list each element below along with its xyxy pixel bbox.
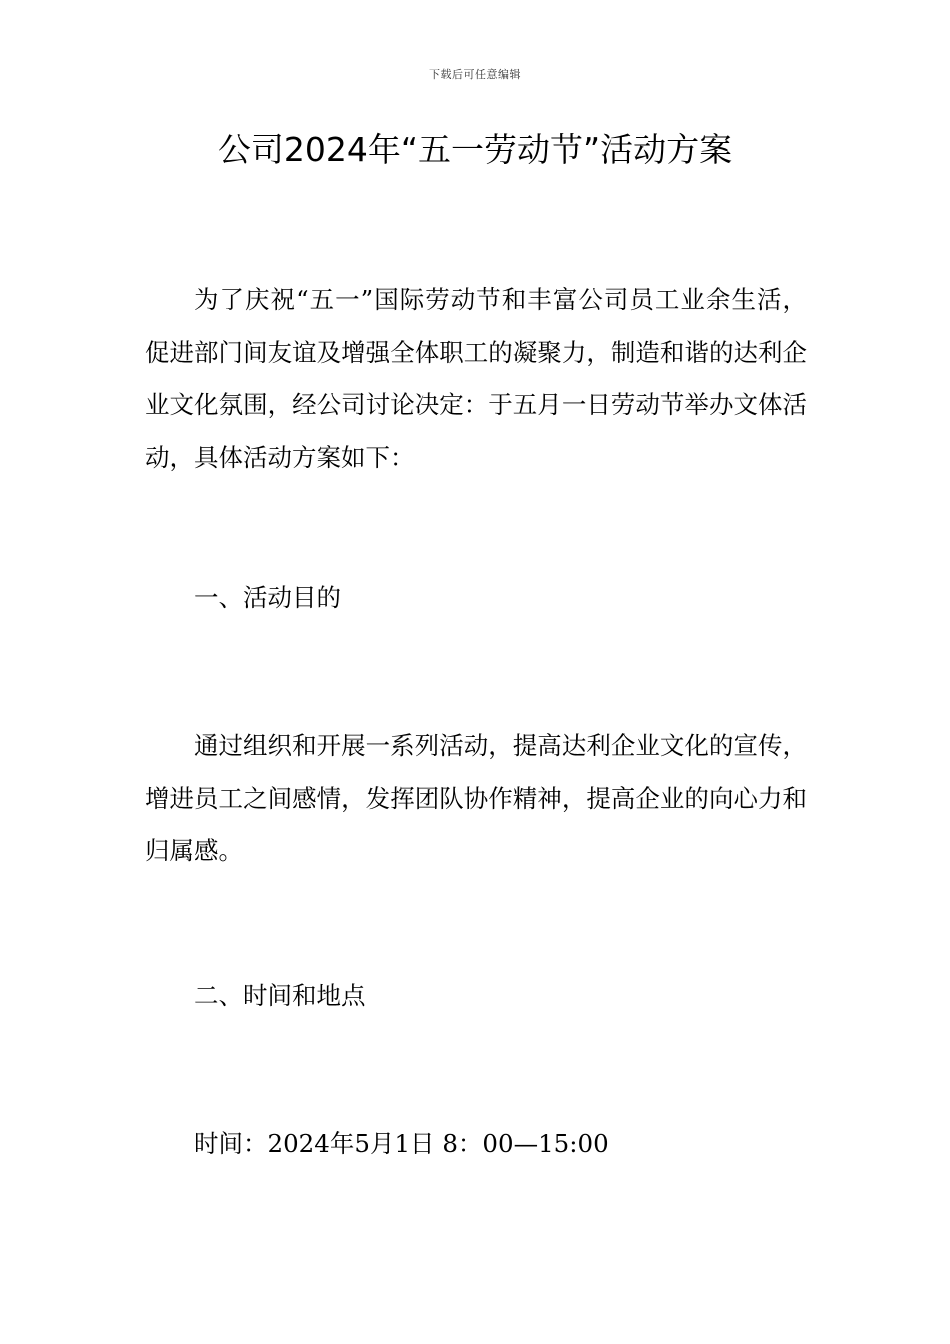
section-heading-purpose: 一、活动目的	[194, 583, 341, 612]
purpose-paragraph: 通过组织和开展一系列活动，提高达利企业文化的宣传，增进员工之间感情，发挥团队协作精神，提高企业的向心力和归属感。	[145, 731, 807, 865]
section-heading-time-place: 二、时间和地点	[194, 981, 366, 1010]
time-line: 时间：2024年5月1日 8：00—15:00	[194, 1129, 609, 1158]
document-title: 公司2024年“五一劳动节”活动方案	[217, 130, 733, 169]
intro-paragraph: 为了庆祝“五一”国际劳动节和丰富公司员工业余生活，促进部门间友谊及增强全体职工的凝聚力，制造和谐的达利企业文化氛围，经公司讨论决定：于五月一日劳动节举办文体活动，具体活动方案如下：	[145, 285, 807, 472]
header-note: 下载后可任意编辑	[429, 68, 521, 81]
